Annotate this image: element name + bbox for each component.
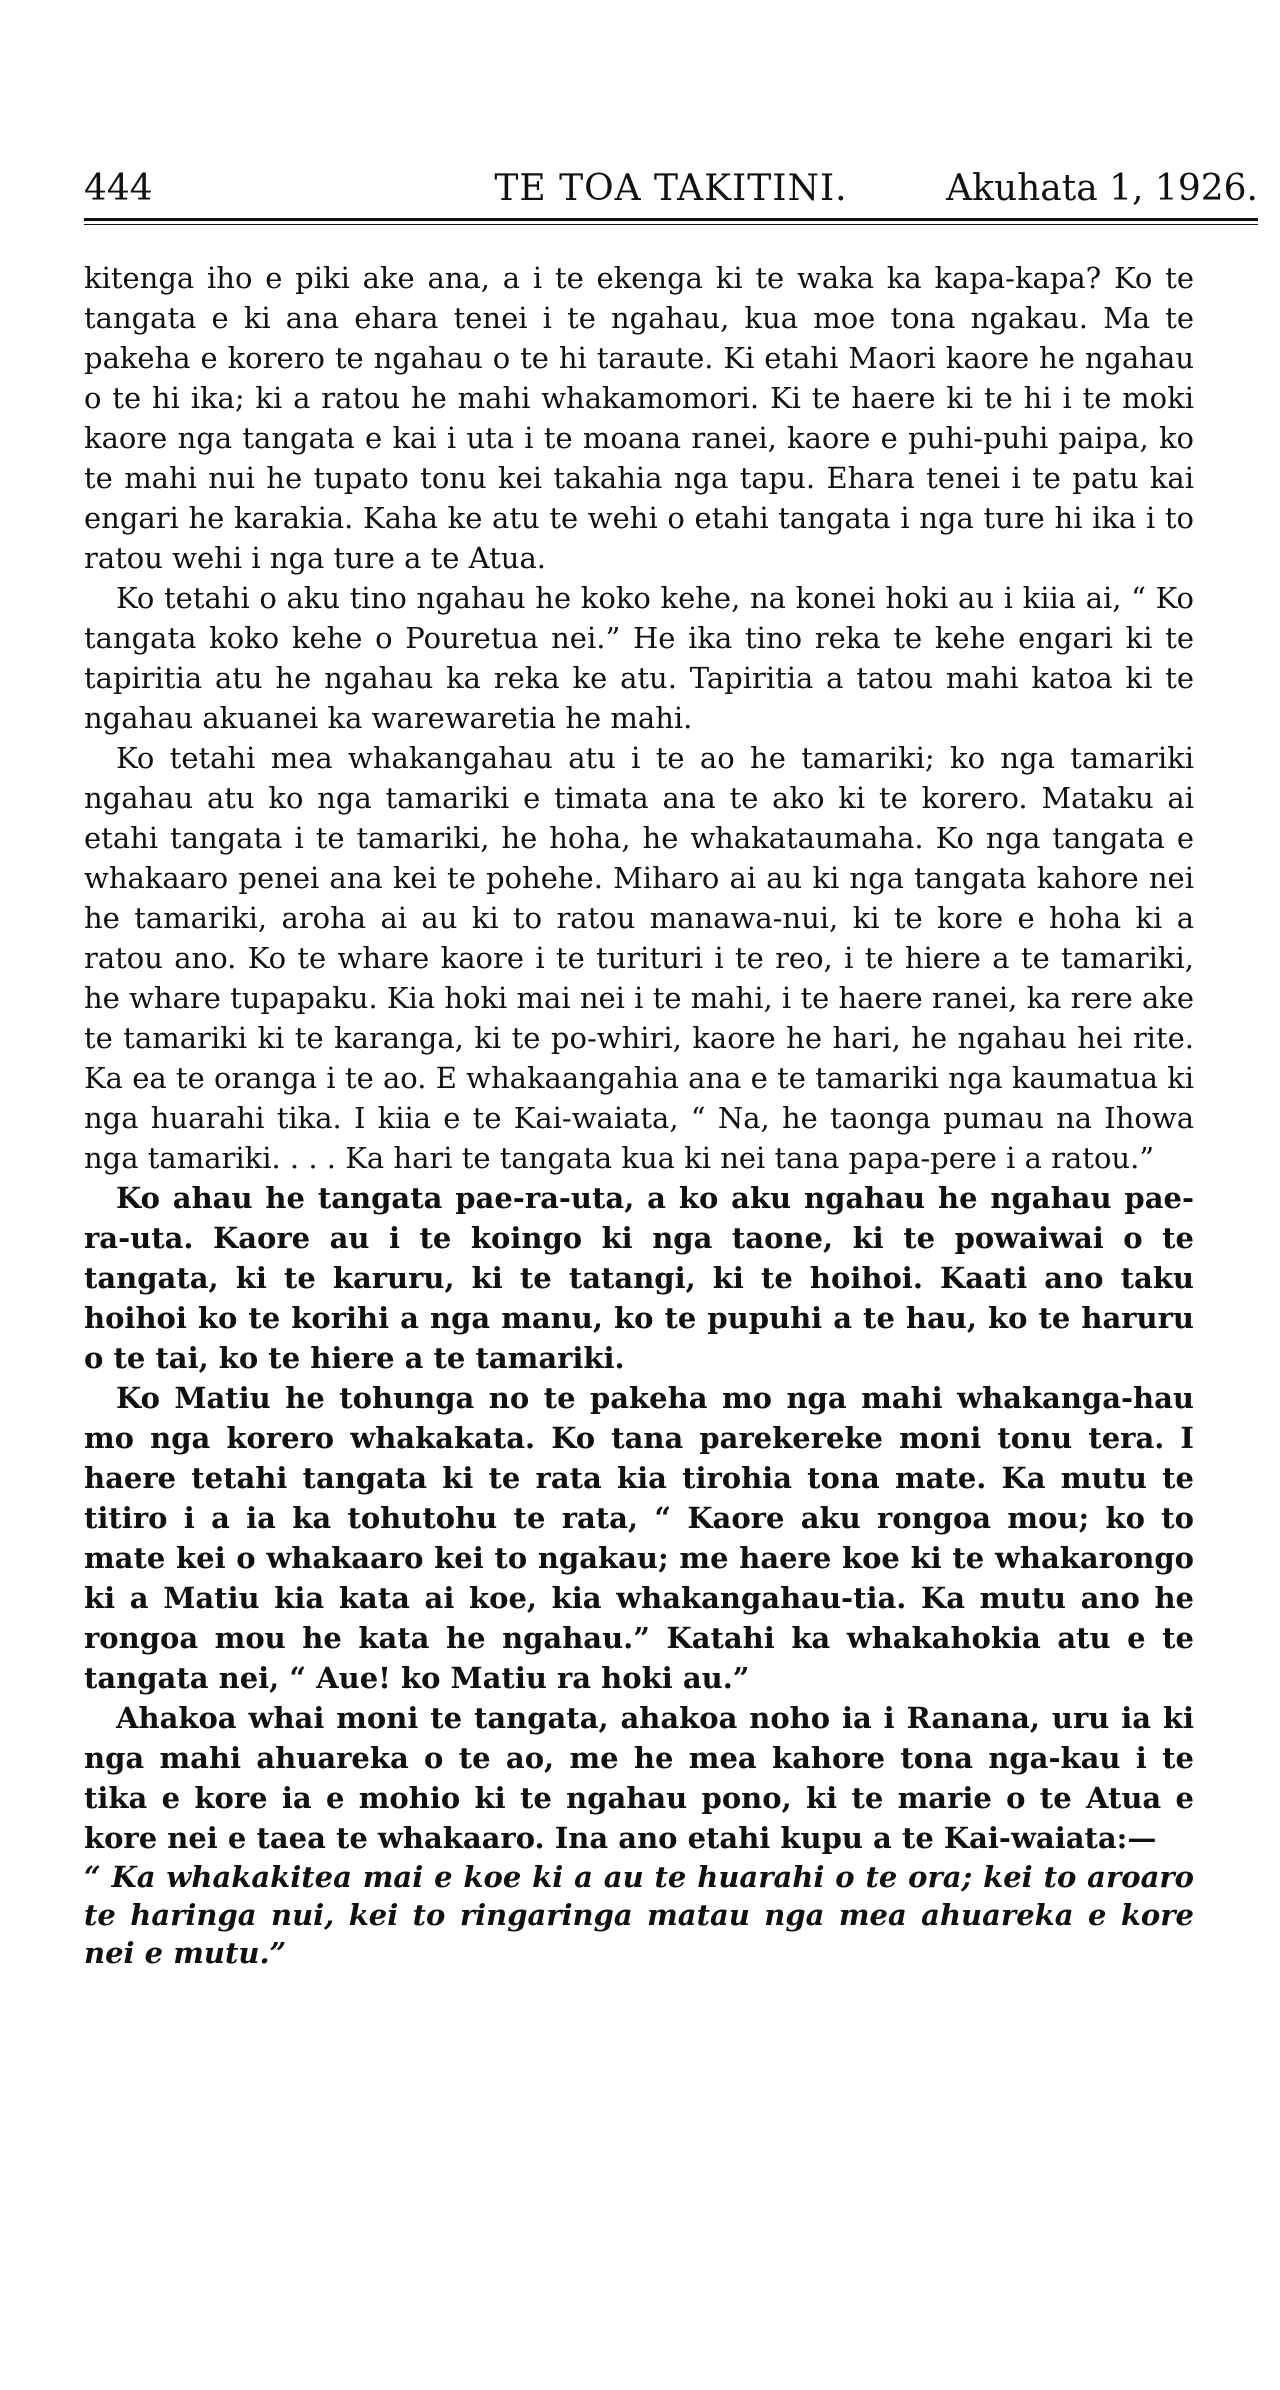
paragraph-6: Ahakoa whai moni te tangata, ahakoa noho ia i Ranana, uru ia ki nga mahi ahuareka o te ao, me he mea kahore tona nga-kau i te tika e kore ia e mohio ki te ngahau pono, ki te marie o te Atua e kore nei e taea te whakaaro. Ina ano etahi kupu a te Kai-waiata:— xyxy=(84,1701,1194,1855)
header-rule-thin xyxy=(84,224,1258,225)
article-body xyxy=(84,258,1194,1972)
page-number: 444 xyxy=(84,168,153,209)
paragraph-3: Ko tetahi mea whakangahau atu i te ao he tamariki; ko nga tamariki ngahau atu ko nga tamariki e timata ana te ako ki te korero. Mataku ai etahi tangata i te tamariki, he hoha, he whakataumaha. Ko nga tangata e whakaaro penei ana kei te pohehe. Miharo ai au ki nga tangata kahore nei he tamariki, aroha ai au ki to ratou manawa-nui, ki te kore e hoha ki a ratou ano. Ko te whare kaore i te turituri i te reo, i te hiere a te tamariki, he whare tupapaku. Kia hoki mai nei i te mahi, i te haere ranei, ka rere ake te tamariki ki te karanga, ki te po-whiri, kaore he hari, he ngahau hei rite. Ka ea te oranga i te ao. E whakaangahia ana e te tamariki nga kaumatua ki nga huarahi tika. I kiia e te Kai-waiata, “ Na, he taonga pumau na Ihowa nga tamariki. . . . Ka hari te tangata kua ki nei tana papa-pere i a ratou.” xyxy=(84,741,1194,1175)
page-header xyxy=(84,166,1258,212)
paragraph-2: Ko tetahi o aku tino ngahau he koko kehe, na konei hoki au i kiia ai, “ Ko tangata koko kehe o Pouretua nei.” He ika tino reka te kehe engari ki te tapiritia atu he ngahau ka reka ke atu. Tapiritia a tatou mahi katoa ki te ngahau akuanei ka warewaretia he mahi. xyxy=(84,581,1194,735)
running-title: TE TOA TAKITINI. xyxy=(494,168,848,209)
paragraph-1: kitenga iho e piki ake ana, a i te ekenga ki te waka ka kapa-kapa? Ko te tangata e ki ana ehara tenei i te ngahau, kua moe tona ngakau. Ma te pakeha e korero te ngahau o te hi taraute. Ki etahi Maori kaore he ngahau o te hi ika; ki a ratou he mahi whakamomori. Ki te haere ki te hi i te moki kaore nga tangata e kai i uta i te moana ranei, kaore e puhi-puhi paipa, ko te mahi nui he tupato tonu kei takahia nga tapu. Ehara tenei i te patu kai engari he karakia. Kaha ke atu te wehi o etahi tangata i nga ture hi ika i to ratou wehi i nga ture a te Atua. xyxy=(84,261,1194,575)
paragraph-4: Ko ahau he tangata pae-ra-uta, a ko aku ngahau he ngahau pae-ra-uta. Kaore au i te koingo ki nga taone, ki te powaiwai o te tangata, ki te karuru, ki te tatangi, ki te hoihoi. Kaati ano taku hoihoi ko te korihi a nga manu, ko te pupuhi a te hau, ko te haruru o te tai, ko te hiere a te tamariki. xyxy=(84,1181,1194,1375)
paragraph-5: Ko Matiu he tohunga no te pakeha mo nga mahi whakanga-hau mo nga korero whakakata. Ko tana parekereke moni tonu tera. I haere tetahi tangata ki te rata kia tirohia tona mate. Ka mutu te titiro i a ia ka tohutohu te rata, “ Kaore aku rongoa mou; ko to mate kei o whakaaro kei to ngakau; me haere koe ki te whakarongo ki a Matiu kia kata ai koe, kia whakangahau-tia. Ka mutu ano he rongoa mou he kata he ngahau.” Katahi ka whakahokia atu e te tangata nei, “ Aue! ko Matiu ra hoki au.” xyxy=(84,1381,1194,1695)
header-rule-thick xyxy=(84,218,1258,221)
psalm-quote: “ Ka whakakitea mai e koe ki a au te huarahi o te ora; kei to aroaro te haringa nui, kei to ringaringa matau nga mea ahuareka e kore nei e mutu.” xyxy=(84,1860,1194,1970)
issue-date: Akuhata 1, 1926. xyxy=(946,168,1258,209)
